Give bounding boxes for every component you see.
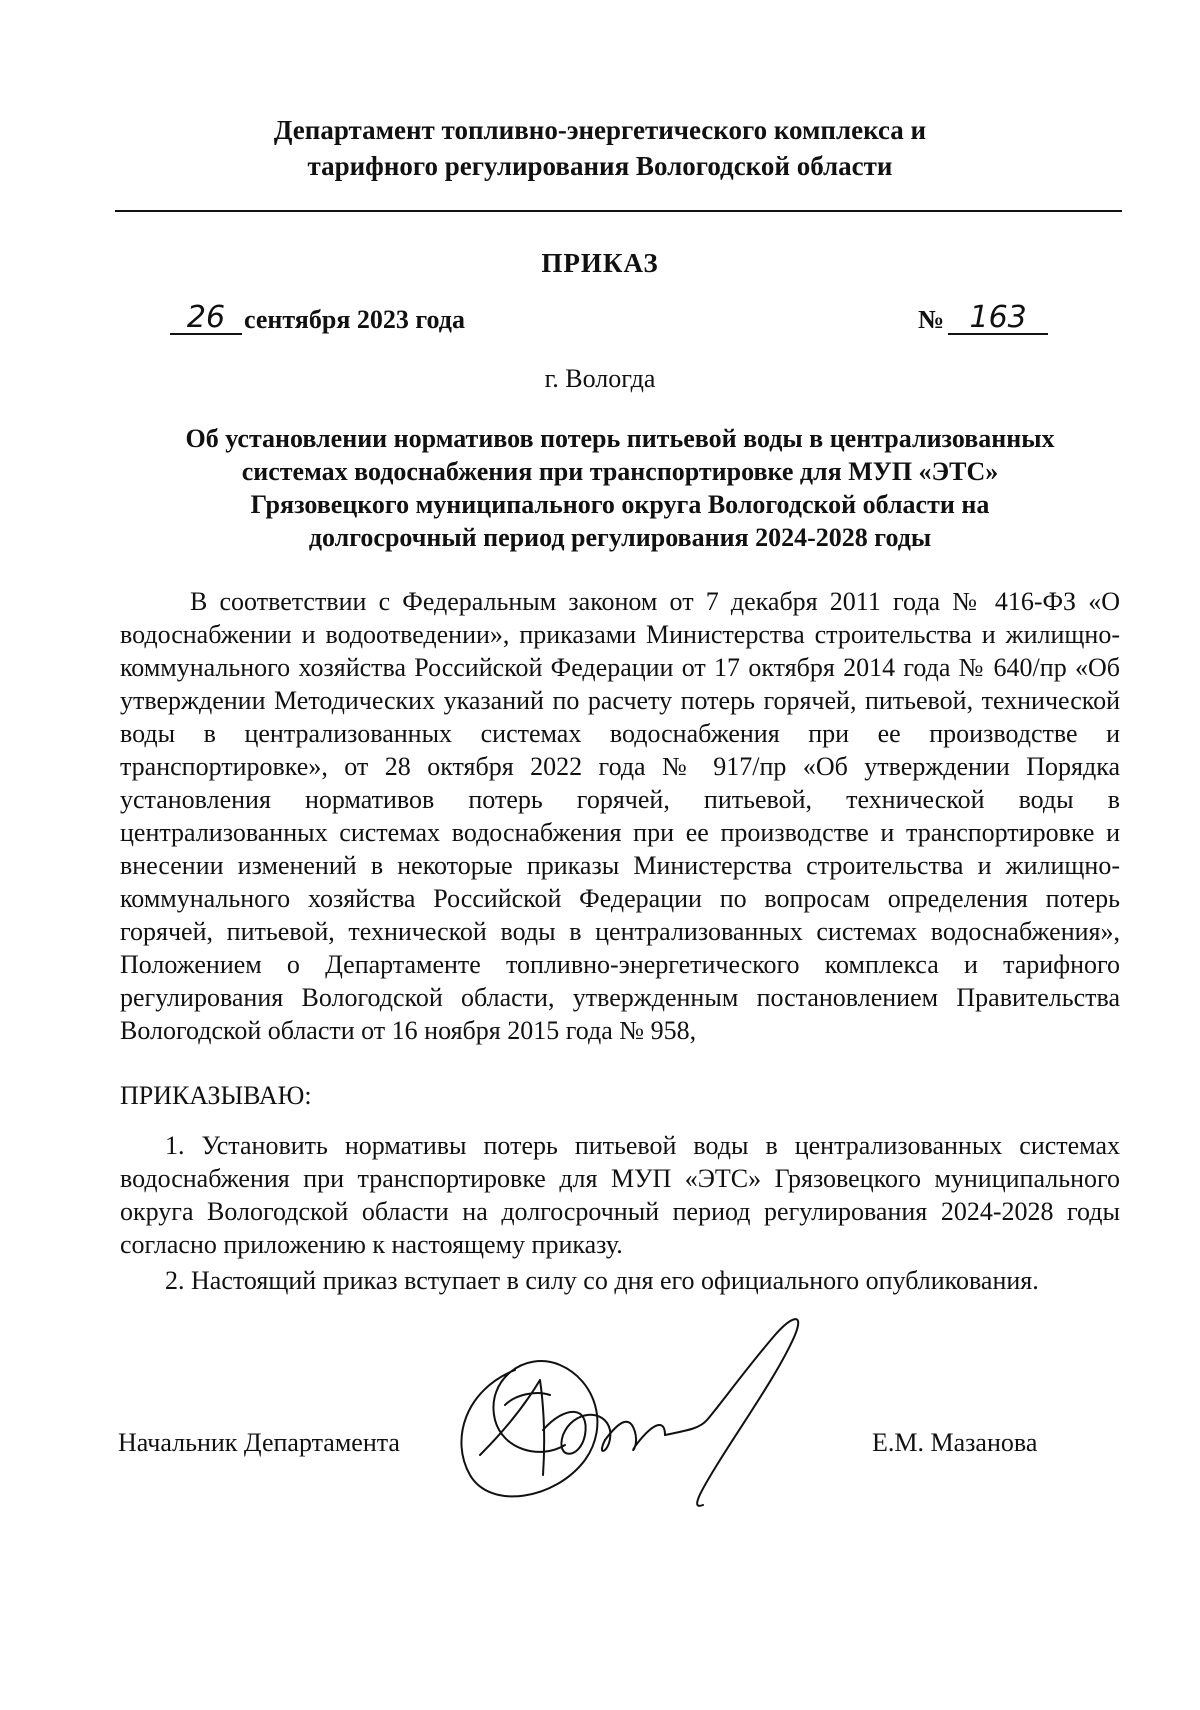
document-title xyxy=(120,422,1120,554)
date-month-year: сентября 2023 года xyxy=(244,305,465,334)
order-item-1: 1. Установить нормативы потерь питьевой воды в централизованных системах водоснабжения при транспортировке для МУП «ЭТС» Грязовецкого муниципального округа Вологодской области на долгосрочный период регулирования 2024-2028 годы согласно приложению к настоящему приказу. xyxy=(120,1131,1120,1259)
department-name-line-2: тарифного регулирования Вологодской области xyxy=(307,151,893,181)
city: г. Вологда xyxy=(544,364,656,393)
document-date xyxy=(170,300,465,335)
signatory-name: Е.М. Мазанова xyxy=(872,1428,1038,1457)
title-line-3: Грязовецкого муниципального округа Вологодской области на xyxy=(250,490,990,519)
signatory-role: Начальник Департамента xyxy=(118,1428,400,1457)
title-line-2: системах водоснабжения при транспортировке для МУП «ЭТС» xyxy=(241,457,999,486)
document-number xyxy=(918,300,1048,335)
title-line-1: Об установлении нормативов потерь питьевой воды в централизованных xyxy=(185,424,1055,453)
number-label: № xyxy=(918,305,945,334)
date-day-handwritten: 26 xyxy=(170,303,242,335)
preamble-paragraph: В соответствии с Федеральным законом от 7 декабря 2011 года № 416-ФЗ «О водоснабжении и водоотведении», приказами Министерства строительства и жилищно-коммунального хозяйства Российской Федерации от 17 октября 2014 года № 640/пр «Об утверждении Методических указаний по расчету потерь горячей, питьевой, технической воды в централизованных системах водоснабжения при ее производстве и транспортировке», от 28 октября 2022 года № 917/пр «Об утверждении Порядка установления нормативов потерь горячей, питьевой, технической воды в централизованных системах водоснабжения при ее производстве и транспортировке и внесении изменений в некоторые приказы Министерства строительства и жилищно-коммунального хозяйства Российской Федерации по вопросам определения потерь горячей, питьевой, технической воды в централизованных системах водоснабжения», Положением о Департаменте топливно-энергетического комплекса и тарифного регулирования Вологодской области, утвержденным постановлением Правительства Вологодской области от 16 ноября 2015 года № 958, xyxy=(120,587,1120,1045)
department-name-line-1: Департамент топливно-энергетического комплекса и xyxy=(273,115,927,145)
header-divider xyxy=(115,210,1122,212)
order-word: ПРИКАЗЫВАЮ: xyxy=(120,1081,312,1110)
handwritten-signature xyxy=(445,1310,845,1520)
order-item-2: 2. Настоящий приказ вступает в силу со дня его официального опубликования. xyxy=(165,1266,1039,1295)
department-header xyxy=(0,112,1200,184)
document-type: ПРИКАЗ xyxy=(541,248,659,278)
number-value-handwritten: 163 xyxy=(948,303,1048,335)
title-line-4: долгосрочный период регулирования 2024-2028 годы xyxy=(308,523,932,552)
